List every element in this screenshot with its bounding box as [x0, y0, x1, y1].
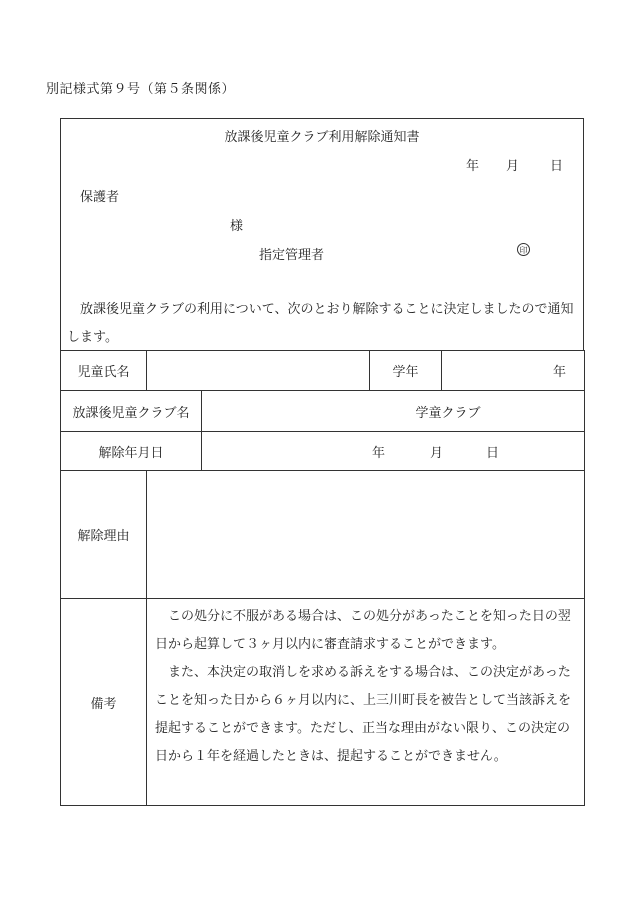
notes-paragraph-lawsuit: また、本決定の取消しを求める訴えをする場合は、この決定があったことを知った日から６ヶ月以内に、上三川町長を被告として当該訴えを提起することができます。ただし、正当な理由がない限り、この決定の日から１年を経過したときは、提起することができません。 [155, 665, 572, 764]
grade-label: 学年 [370, 351, 442, 391]
issue-month-label: 月 [506, 159, 520, 174]
club-suffix: 学童クラブ [415, 405, 481, 421]
grade-field[interactable] [442, 351, 585, 391]
designated-manager-label: 指定管理者 [259, 248, 325, 263]
reason-field[interactable] [147, 471, 585, 599]
table-row [61, 599, 585, 806]
grade-unit: 年 [552, 365, 566, 380]
reason-label: 解除理由 [61, 471, 147, 599]
child-name-label: 児童氏名 [61, 351, 147, 391]
release-month-label: 月 [430, 445, 444, 461]
release-date-label: 解除年月日 [61, 432, 202, 471]
notice-header-box [60, 118, 584, 350]
table-row [61, 432, 585, 471]
issue-day-label: 日 [550, 159, 564, 174]
release-day-label: 日 [486, 445, 500, 461]
notes-paragraph-appeal: この処分に不服がある場合は、この処分があったことを知った日の翌日から起算して３ヶ月以内に審査請求することができます。 [155, 609, 571, 652]
seal-mark: 印 [517, 243, 530, 256]
club-name-label: 放課後児童クラブ名 [61, 391, 202, 432]
club-name-field[interactable] [202, 391, 585, 432]
issue-year-label: 年 [466, 159, 480, 174]
guardian-label: 保護者 [80, 190, 120, 205]
table-row [61, 351, 585, 391]
document-title: 放課後児童クラブ利用解除通知書 [224, 130, 420, 145]
table-row [61, 471, 585, 599]
release-year-label: 年 [372, 445, 386, 461]
honorific-label: 様 [230, 219, 244, 234]
issue-date [466, 155, 563, 174]
table-row [61, 391, 585, 432]
notes-label: 備考 [61, 599, 147, 806]
child-name-field[interactable] [147, 351, 370, 391]
notice-details-table [60, 350, 585, 806]
form-number-label: 別記様式第９号（第５条関係） [46, 82, 236, 97]
notice-intro-text: 放課後児童クラブの利用について、次のとおり解除することに決定しましたので通知します。 [67, 302, 574, 345]
release-date-field[interactable] [202, 432, 585, 471]
notes-text [147, 599, 585, 806]
